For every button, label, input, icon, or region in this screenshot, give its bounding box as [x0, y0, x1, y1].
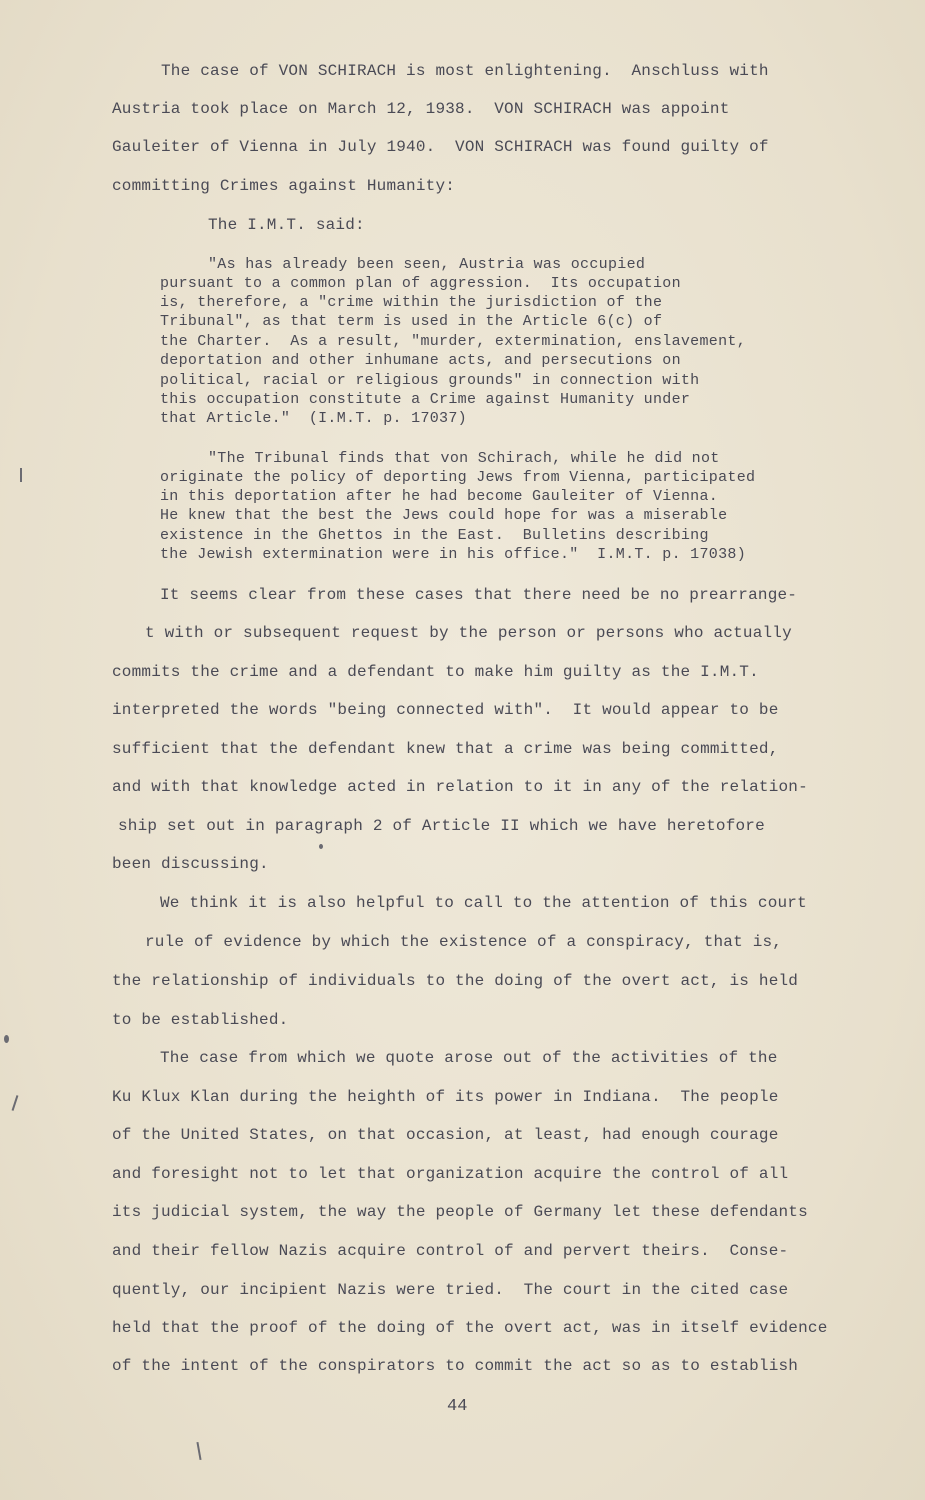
quote-line: political, racial or religious grounds" in connection with	[160, 372, 700, 389]
text-line: to be established.	[112, 1011, 289, 1029]
text-line: been discussing.	[112, 855, 269, 873]
quote-line: deportation and other inhumane acts, and persecutions on	[160, 352, 681, 369]
quote-line: "As has already been seen, Austria was occupied	[208, 256, 646, 273]
quote-line: originate the policy of deporting Jews from Vienna, participated	[160, 469, 756, 486]
ink-scratch	[196, 1442, 201, 1460]
text-line: rule of evidence by which the existence of a conspiracy, that is,	[145, 933, 783, 951]
text-line: and foresight not to let that organization acquire the control of all	[112, 1165, 789, 1183]
quote-line: He knew that the best the Jews could hope for was a miserable	[160, 507, 728, 524]
quote-line: this occupation constitute a Crime against Humanity under	[160, 391, 691, 408]
text-line: held that the proof of the doing of the overt act, was in itself evidence	[112, 1319, 828, 1337]
text-line: the relationship of individuals to the doing of the overt act, is held	[112, 972, 799, 990]
text-line: committing Crimes against Humanity:	[112, 177, 456, 195]
text-line: quently, our incipient Nazis were tried. The court in the cited case	[112, 1281, 789, 1299]
ink-scratch	[12, 1095, 19, 1111]
text-line: We think it is also helpful to call to the attention of this court	[160, 894, 807, 912]
text-line: interpreted the words "being connected with". It would appear to be	[112, 701, 779, 719]
quote-line: the Charter. As a result, "murder, extermination, enslavement,	[160, 333, 746, 350]
ink-dot	[319, 844, 323, 849]
quote-line: Tribunal", as that term is used in the Article 6(c) of	[160, 313, 663, 330]
quote-line: pursuant to a common plan of aggression. Its occupation	[160, 275, 681, 292]
text-line: The case from which we quote arose out of the activities of the	[160, 1049, 778, 1067]
text-line: and with that knowledge acted in relation to it in any of the relation-	[112, 778, 808, 796]
text-line: of the intent of the conspirators to commit the act so as to establish	[112, 1357, 799, 1375]
text-line: and their fellow Nazis acquire control of and pervert theirs. Conse-	[112, 1242, 789, 1260]
text-line: ship set out in paragraph 2 of Article II which we have heretofore	[118, 817, 765, 835]
ink-scratch	[20, 468, 22, 482]
quote-line: "The Tribunal finds that von Schirach, while he did not	[208, 450, 720, 467]
text-line: The I.M.T. said:	[208, 216, 365, 234]
text-line: its judicial system, the way the people of Germany let these defendants	[112, 1203, 808, 1221]
quote-line: in this deportation after he had become Gauleiter of Vienna.	[160, 488, 719, 505]
quote-line: the Jewish extermination were in his office." I.M.T. p. 17038)	[160, 546, 746, 563]
ink-dot	[4, 1035, 9, 1043]
text-line: of the United States, on that occasion, at least, had enough courage	[112, 1126, 779, 1144]
page-number: 44	[447, 1397, 468, 1416]
text-line: sufficient that the defendant knew that a crime was being committed,	[112, 740, 779, 758]
text-line: t with or subsequent request by the person or persons who actually	[145, 624, 792, 642]
text-line: Gauleiter of Vienna in July 1940. VON SCHIRACH was found guilty of	[112, 138, 769, 156]
quote-line: that Article." (I.M.T. p. 17037)	[160, 410, 467, 427]
text-line: Austria took place on March 12, 1938. VON SCHIRACH was appoint	[112, 100, 730, 118]
text-line: Ku Klux Klan during the heighth of its power in Indiana. The people	[112, 1088, 779, 1106]
text-line: It seems clear from these cases that there need be no prearrange-	[160, 586, 798, 604]
text-line: commits the crime and a defendant to make him guilty as the I.M.T.	[112, 663, 759, 681]
quote-line: is, therefore, a "crime within the jurisdiction of the	[160, 294, 663, 311]
text-line: The case of VON SCHIRACH is most enlightening. Anschluss with	[161, 62, 769, 80]
quote-line: existence in the Ghettos in the East. Bulletins describing	[160, 527, 709, 544]
